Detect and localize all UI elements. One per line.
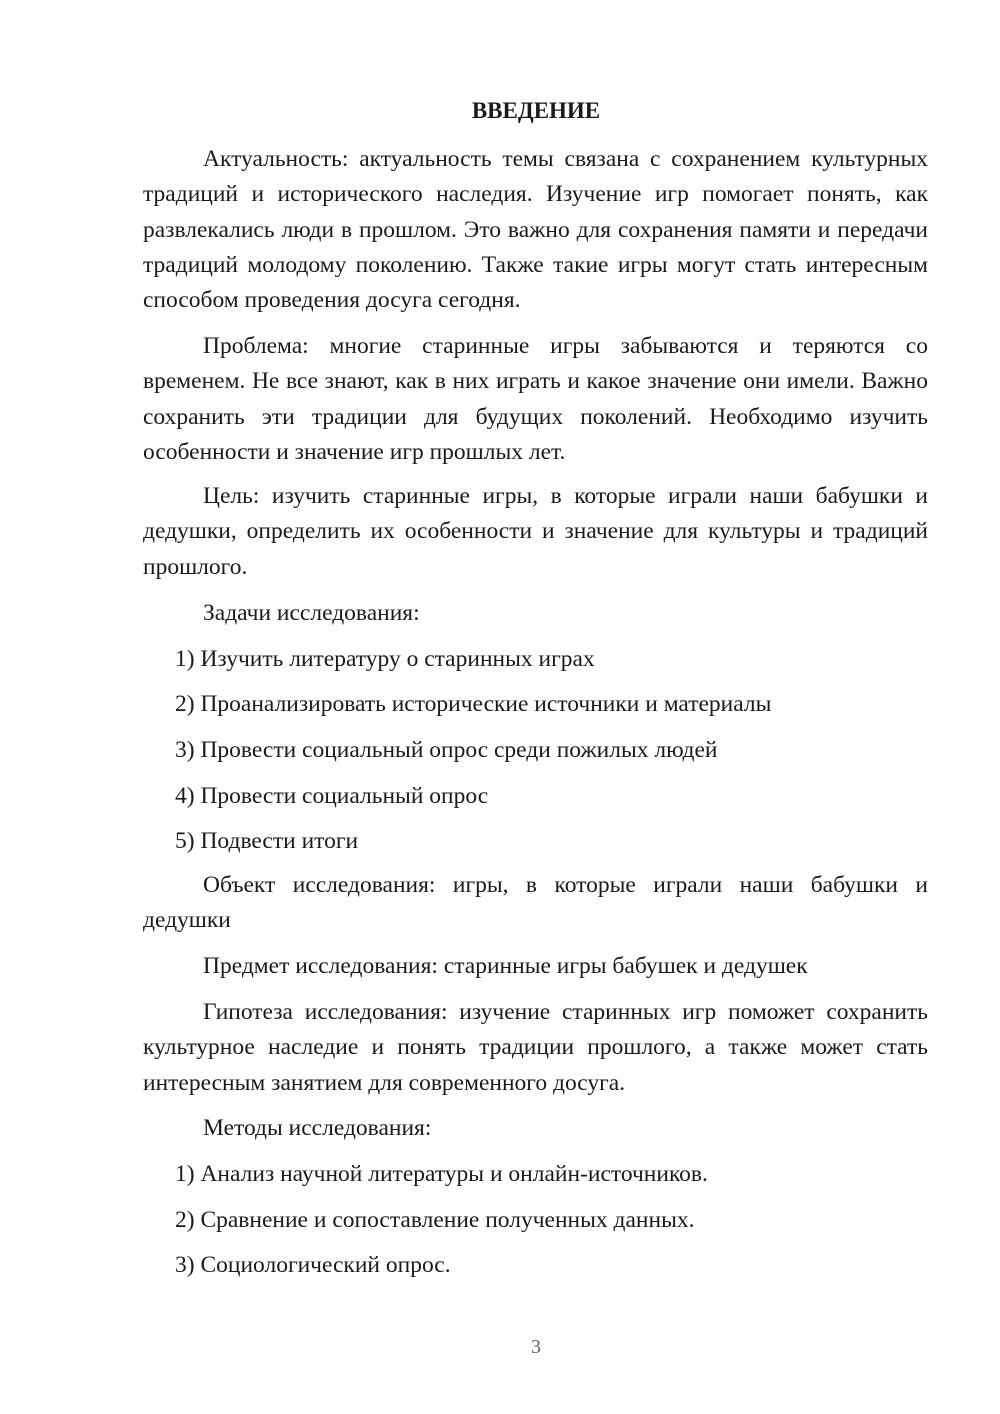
page-number: 3 bbox=[531, 1336, 541, 1358]
task-item: 4) Провести социальный опрос bbox=[175, 783, 489, 809]
method-item: 3) Социологический опрос. bbox=[175, 1252, 451, 1278]
subject-paragraph: Предмет исследования: старинные игры бабушек и дедушек bbox=[203, 953, 808, 979]
method-item: 2) Сравнение и сопоставление полученных данных. bbox=[175, 1207, 695, 1233]
task-item: 2) Проанализировать исторические источники и материалы bbox=[175, 691, 772, 717]
goal-paragraph: Цель: изучить старинные игры, в которые играли наши бабушки и дедушки, определить их особенности и значение для культуры и традиций прошлого. bbox=[143, 483, 928, 580]
methods-heading: Методы исследования: bbox=[203, 1115, 432, 1141]
method-item: 1) Анализ научной литературы и онлайн-источников. bbox=[175, 1161, 708, 1187]
hypothesis-paragraph: Гипотеза исследования: изучение старинных игр поможет сохранить культурное наследие и понять традиции прошлого, а также может стать интересным занятием для современного досуга. bbox=[143, 999, 928, 1096]
task-item: 1) Изучить литературу о старинных играх bbox=[175, 646, 595, 672]
task-item: 5) Подвести итоги bbox=[175, 828, 359, 854]
page-title: ВВЕДЕНИЕ bbox=[471, 98, 601, 123]
object-paragraph: Объект исследования: игры, в которые играли наши бабушки и дедушки bbox=[143, 872, 928, 934]
task-item: 3) Провести социальный опрос среди пожилых людей bbox=[175, 737, 718, 763]
problem-paragraph: Проблема: многие старинные игры забываются и теряются со временем. Не все знают, как в них играть и какое значение они имели. Важно сохранить эти традиции для будущих поколений. Необходимо изучить особенности и значение игр прошлых лет. bbox=[143, 333, 928, 465]
tasks-heading: Задачи исследования: bbox=[203, 600, 420, 626]
actuality-paragraph: Актуальность: актуальность темы связана с сохранением культурных традиций и исторического наследия. Изучение игр помогает понять, как развлекались люди в прошлом. Это важно для сохранения памяти и передачи традиций молодому поколению. Также такие игры могут стать интересным способом проведения досуга сегодня. bbox=[143, 146, 928, 314]
